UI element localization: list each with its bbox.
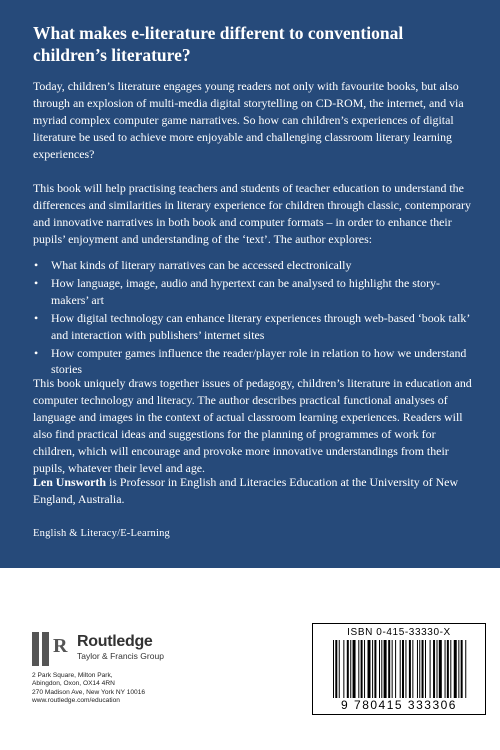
topics-list [33, 257, 473, 379]
address-line: 270 Madison Ave, New York NY 10016 [32, 688, 146, 696]
address-line: 2 Park Square, Milton Park, [32, 672, 113, 679]
cover-headline: What makes e-literature different to conventional children’s literature? [33, 23, 404, 65]
barcode-digits: 9 780415 333306 [341, 698, 457, 712]
list-item: • How computer games influence the reader/player role in relation to how we understand stories [34, 345, 467, 377]
list-item: • How digital technology can enhance literary experiences through web-based ‘book talk’ and interaction with publishers’ internet sites [34, 310, 470, 342]
author-name: Len Unsworth [33, 475, 107, 489]
barcode-icon [333, 640, 467, 698]
subject-category: English & Literacy/E-Learning [33, 528, 171, 539]
address-line: www.routledge.com/education [32, 696, 120, 704]
bullet-icon: • [34, 310, 39, 325]
intro-paragraph: Today, children’s literature engages young readers not only with favourite books, but also through an explosion of multi-media digital storytelling on CD-ROM, the internet, and via myriad complex computer game narratives. So how can children’s experiences of digital literature be used to achieve more enjoyable and challenging classroom literary learning experiences? [33, 79, 464, 161]
publisher-address [32, 672, 145, 705]
publisher-name: Routledge [77, 633, 153, 650]
summary-paragraph: This book uniquely draws together issues of pedagogy, children’s literature in education and computer technology and literacy. The author describes practical functional analyses of language and images in the context of actual classroom learning experiences. Readers will also find practical ideas and suggestions for the planning of programmes of work for children, which will encourage and provoke more innovative understandings from their pupils, whatever their level and age. [33, 376, 472, 475]
book-purpose-paragraph: This book will help practising teachers and students of teacher education to understand the differences and similarities in literary experience for children through classic, contemporary and innovative narratives in both book and computer formats – in order to enhance their pupils’ enjoyment and understanding of the ‘text’. The author explores: [33, 181, 471, 246]
author-bio [33, 474, 473, 508]
bullet-icon: • [34, 345, 39, 360]
address-line: Abingdon, Oxon, OX14 4RN [32, 680, 115, 688]
barcode-box [312, 623, 486, 715]
publisher-brand [77, 633, 164, 662]
bullet-icon: • [34, 275, 39, 290]
author-description: is Professor in English and Literacies Education at the University of New England, Australia. [33, 475, 459, 506]
routledge-logo-icon [30, 630, 68, 668]
logo-letter: R [53, 635, 68, 657]
bullet-icon: • [34, 258, 39, 272]
list-item: • What kinds of literary narratives can be accessed electronically [34, 258, 352, 272]
list-item: • How language, image, audio and hypertext can be analysed to highlight the story-makers’ art [34, 275, 440, 307]
isbn-label: ISBN 0-415-33330-X [347, 627, 451, 638]
publisher-tagline: Taylor & Francis Group [77, 651, 164, 661]
